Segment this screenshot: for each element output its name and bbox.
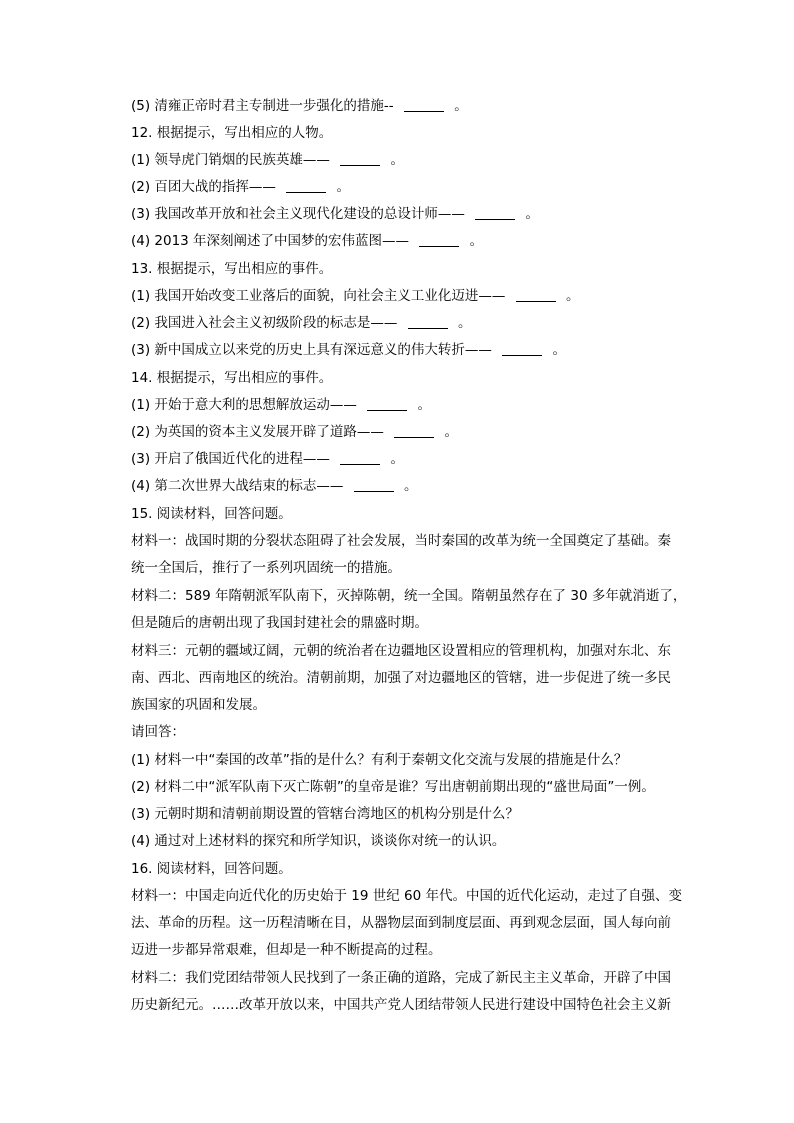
line-tail: 。 xyxy=(548,342,567,358)
question-heading xyxy=(131,369,771,387)
line-text: 16. 阅读材料，回答问题。 xyxy=(131,861,292,877)
line-text: 但是随后的唐朝出现了我国封建社会的鼎盛时期。 xyxy=(131,615,428,631)
line-text: (5) 清雍正帝时君主专制进一步强化的措施-- xyxy=(131,98,398,114)
line-tail: 。 xyxy=(521,206,540,222)
material-text xyxy=(131,696,771,714)
line-text: 材料一：中国走向近代化的历史始于 19 世纪 60 年代。中国的近代化运动，走过了自强、变 xyxy=(131,888,683,904)
line-text: 迈进一步都异常艰难，但却是一种不断提高的过程。 xyxy=(131,942,442,958)
answer-blank[interactable] xyxy=(516,289,556,302)
line-text: (3) 开启了俄国近代化的进程—— xyxy=(131,451,335,467)
line-tail: 。 xyxy=(386,152,405,168)
answer-blank[interactable] xyxy=(367,398,407,411)
line-text: (2) 材料二中“派军队南下灭亡陈朝”的皇帝是谁？写出唐朝前期出现的“盛世局面”一例。 xyxy=(131,779,655,795)
question-line xyxy=(131,232,771,250)
line-tail: 。 xyxy=(399,478,418,494)
line-tail: 。 xyxy=(449,98,468,114)
line-text: (2) 为英国的资本主义发展开辟了道路—— xyxy=(131,424,389,440)
line-text: (3) 元朝时期和清朝前期设置的管辖台湾地区的机构分别是什么？ xyxy=(131,806,519,822)
answer-blank[interactable] xyxy=(354,479,394,492)
question-line xyxy=(131,151,771,169)
answer-blank[interactable] xyxy=(475,207,515,220)
material-text xyxy=(131,969,771,987)
question-line xyxy=(131,178,771,196)
line-text: (1) 我国开始改变工业落后的面貌，向社会主义工业化迈进—— xyxy=(131,288,510,304)
sub-question xyxy=(131,778,771,796)
answer-blank[interactable] xyxy=(286,180,326,193)
answer-blank[interactable] xyxy=(404,99,444,112)
line-tail: 。 xyxy=(561,288,580,304)
line-text: 统一全国后，推行了一系列巩固统一的措施。 xyxy=(131,560,401,576)
line-tail: 。 xyxy=(465,233,484,249)
question-heading xyxy=(131,124,771,142)
question-line xyxy=(131,287,771,305)
line-tail: 。 xyxy=(413,397,432,413)
answer-blank[interactable] xyxy=(408,316,448,329)
line-text: (4) 通过对上述材料的探究和所学知识，谈谈你对统一的认识。 xyxy=(131,833,506,849)
answer-blank[interactable] xyxy=(340,153,380,166)
material-text xyxy=(131,642,771,660)
question-heading xyxy=(131,860,771,878)
sub-question xyxy=(131,805,771,823)
line-text: 13. 根据提示，写出相应的事件。 xyxy=(131,261,333,277)
answer-blank[interactable] xyxy=(340,452,380,465)
line-tail: 。 xyxy=(440,424,459,440)
material-text xyxy=(131,559,771,577)
line-text: 材料三：元朝的疆域辽阔，元朝的统治者在边疆地区设置相应的管理机构，加强对东北、东 xyxy=(131,643,671,659)
line-text: 14. 根据提示，写出相应的事件。 xyxy=(131,370,333,386)
question-line xyxy=(131,423,771,441)
line-tail: 。 xyxy=(386,451,405,467)
line-text: 12. 根据提示，写出相应的人物。 xyxy=(131,125,333,141)
material-text xyxy=(131,532,771,550)
answer-blank[interactable] xyxy=(394,425,434,438)
line-text: (1) 开始于意大利的思想解放运动—— xyxy=(131,397,362,413)
line-text: 15. 阅读材料，回答问题。 xyxy=(131,506,292,522)
question-line xyxy=(131,341,771,359)
sub-question xyxy=(131,751,771,769)
line-tail: 。 xyxy=(453,315,472,331)
line-text: 法、革命的历程。这一历程清晰在目，从器物层面到制度层面、再到观念层面，国人每向前 xyxy=(131,915,671,931)
line-text: 南、西北、西南地区的统治。清朝前期，加强了对边疆地区的管辖，进一步促进了统一多民 xyxy=(131,670,671,686)
question-heading xyxy=(131,260,771,278)
prompt-label xyxy=(131,723,771,741)
material-text xyxy=(131,914,771,932)
line-text: (4) 第二次世界大战结束的标志—— xyxy=(131,478,348,494)
material-text xyxy=(131,996,771,1014)
line-text: (2) 我国进入社会主义初级阶段的标志是—— xyxy=(131,315,402,331)
line-text: (3) 我国改革开放和社会主义现代化建设的总设计师—— xyxy=(131,206,470,222)
question-line xyxy=(131,396,771,414)
line-text: 族国家的巩固和发展。 xyxy=(131,697,266,713)
material-text xyxy=(131,587,771,605)
material-text xyxy=(131,941,771,959)
line-text: 历史新纪元。……改革开放以来，中国共产党人团结带领人民进行建设中国特色社会主义新 xyxy=(131,997,671,1013)
material-text xyxy=(131,669,771,687)
line-text: (4) 2013 年深刻阐述了中国梦的宏伟蓝图—— xyxy=(131,233,414,249)
line-text: 材料二：589 年隋朝派军队南下，灭掉陈朝，统一全国。隋朝虽然存在了 30 多年就消逝了， xyxy=(131,588,687,604)
question-heading xyxy=(131,505,771,523)
question-line xyxy=(131,450,771,468)
answer-blank[interactable] xyxy=(419,234,459,247)
question-line xyxy=(131,477,771,495)
line-text: (1) 材料一中“秦国的改革”指的是什么？有利于秦朝文化交流与发展的措施是什么？ xyxy=(131,752,628,768)
line-text: (3) 新中国成立以来党的历史上具有深远意义的伟大转折—— xyxy=(131,342,497,358)
question-line xyxy=(131,205,771,223)
line-text: (2) 百团大战的指挥—— xyxy=(131,179,281,195)
question-line xyxy=(131,97,771,115)
sub-question xyxy=(131,832,771,850)
line-text: 材料一：战国时期的分裂状态阻碍了社会发展，当时秦国的改革为统一全国奠定了基础。秦 xyxy=(131,533,671,549)
line-text: 材料二：我们党团结带领人民找到了一条正确的道路，完成了新民主主义革命，开辟了中国 xyxy=(131,970,671,986)
question-line xyxy=(131,314,771,332)
material-text xyxy=(131,614,771,632)
line-text: 请回答： xyxy=(131,724,185,740)
answer-blank[interactable] xyxy=(502,343,542,356)
line-text: (1) 领导虎门销烟的民族英雄—— xyxy=(131,152,335,168)
material-text xyxy=(131,887,771,905)
line-tail: 。 xyxy=(332,179,351,195)
